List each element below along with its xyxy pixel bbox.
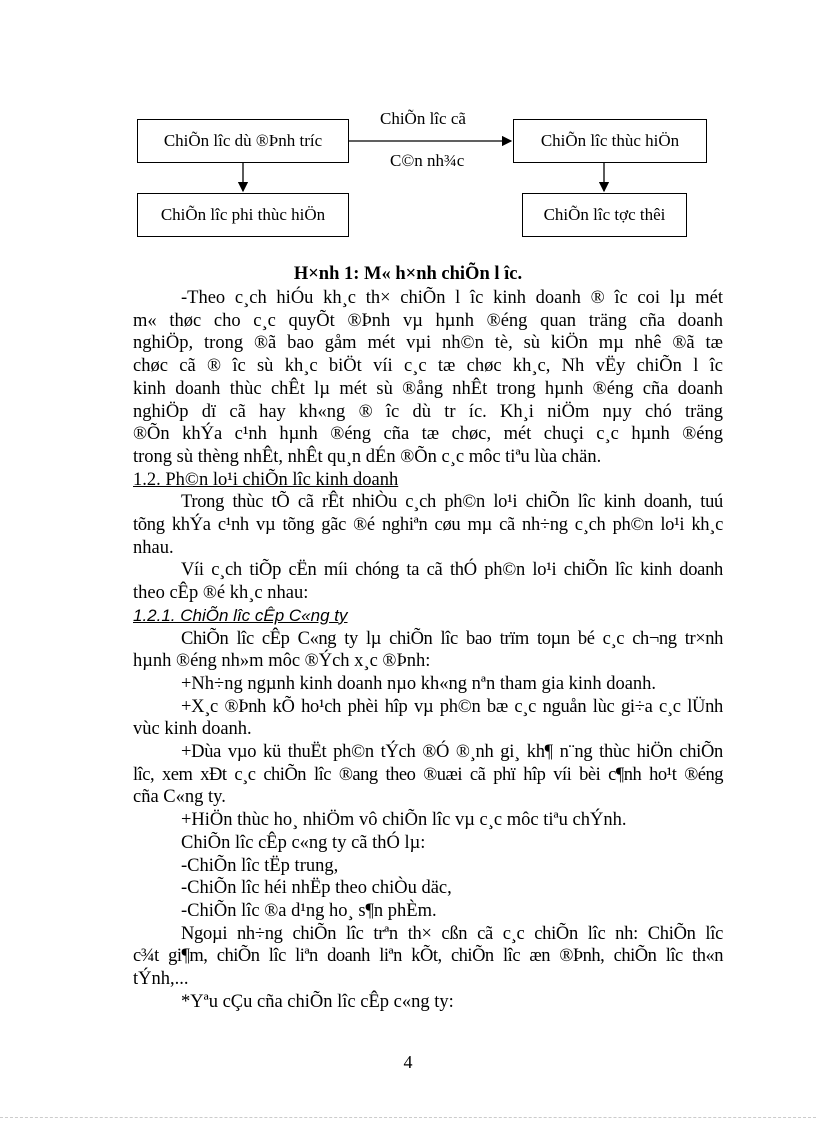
text-line: chøc cã ® îc sù kh¸c biÖt víi c¸c tæ chøc kh¸c, Nh vËy chiÕn l îc: [133, 356, 723, 377]
text-line: -ChiÕn lîc ®a d¹ng ho¸ s¶n phÈm.: [181, 900, 437, 921]
text-line: vùc kinh doanh.: [133, 719, 252, 740]
figure-caption: H×nh 1: M« h×nh chiÕn l îc.: [293, 264, 523, 284]
text-line: tõng khÝa c¹nh vµ tõng gãc ®é nghiªn cøu mµ cã nh÷ng c¸ch ph©n lo¹i kh¸c: [133, 515, 723, 536]
diagram-box-realized-strategy: ChiÕn lîc thùc hiÖn: [513, 119, 707, 163]
diagram-arrow-label-bottom: C©n nh¾c: [390, 151, 465, 170]
text-line: tÝnh,...: [133, 969, 189, 990]
text-line: c¾t gi¶m, chiÕn lîc liªn doanh liªn kÕt, chiÕn lîc æn ®Þnh, chiÕn lîc th«n: [133, 946, 723, 967]
diagram-arrows: [0, 0, 816, 260]
text-line: hµnh ®éng nh»m môc ®Ých x¸c ®Þnh:: [133, 651, 431, 672]
page-bottom-border: [0, 1117, 816, 1118]
text-line: ®Õn khÝa c¹nh hµnh ®éng cña tæ chøc, mét chuçi c¸c hµnh ®éng: [133, 424, 723, 445]
text-line: theo cÊp ®é kh¸c nhau:: [133, 583, 309, 604]
text-line: trong sù thèng nhÊt, nhÊt qu¸n dÉn ®Õn c¸c môc tiªu lùa chän.: [133, 446, 602, 467]
text-line: Ngoµi nh÷ng chiÕn lîc trªn th× cßn cã c¸c chiÕn lîc nh: ChiÕn lîc: [181, 923, 723, 944]
text-line: -Theo c¸ch hiÓu kh¸c th× chiÕn l îc kinh doanh ® îc coi lµ mét: [181, 288, 723, 308]
section-heading-1-2-1: 1.2.1. ChiÕn lîc cÊp C«ng ty: [133, 605, 348, 625]
text-line: ChiÕn lîc cÊp c«ng ty cã thÓ lµ:: [181, 832, 426, 853]
text-line: ChiÕn lîc cÊp C«ng ty lµ chiÕn lîc bao trïm toµn bé c¸c ch¬ng tr×nh: [181, 628, 723, 649]
text-line: +HiÖn thùc ho¸ nhiÖm vô chiÕn lîc vµ c¸c môc tiªu chÝnh.: [181, 810, 627, 831]
text-line: cña C«ng ty.: [133, 787, 226, 808]
diagram-box-unrealized-strategy: ChiÕn lîc phi thùc hiÖn: [137, 193, 349, 237]
diagram-box-intended-strategy: ChiÕn lîc dù ®Þnh tríc: [137, 119, 349, 163]
text-line: m« thøc cho c¸c quyÕt ®Þnh vµ hµnh ®éng quan träng cña doanh: [133, 310, 723, 331]
text-line: Trong thùc tÕ cã rÊt nhiÒu c¸ch ph©n lo¹i chiÕn lîc kinh doanh, tuú: [181, 492, 723, 513]
text-line: kinh doanh thùc chÊt lµ mét sù ®ång nhÊt trong hµnh ®éng cña doanh: [133, 378, 723, 399]
text-line: Víi c¸ch tiÕp cËn míi chóng ta cã thÓ ph©n lo¹i chiÕn lîc kinh doanh: [181, 560, 723, 581]
text-line: lîc, xem xÐt c¸c chiÕn lîc ®ang theo ®uæi cã phï hîp víi bèi c¶nh ho¹t ®éng: [133, 764, 723, 785]
text-line: +Nh÷ng ngµnh kinh doanh nµo kh«ng nªn tham gia kinh doanh.: [181, 673, 657, 694]
body-text: [133, 287, 723, 1014]
text-line: +X¸c ®Þnh kÕ ho¹ch phèi hîp vµ ph©n bæ c¸c nguån lùc gi÷a c¸c lÜnh: [181, 696, 723, 717]
page-number: 4: [403, 1052, 413, 1072]
text-line: nghiÖp, trong ®ã bao gåm mét vµi nh©n tè, sù kiÖn mµ nhê ®ã tæ: [133, 333, 723, 354]
diagram-arrow-label-top: ChiÕn lîc cã: [380, 109, 466, 128]
text-line: -ChiÕn lîc héi nhËp theo chiÒu däc,: [181, 878, 452, 899]
text-line: -ChiÕn lîc tËp trung,: [181, 855, 339, 876]
text-line: nhau.: [133, 537, 174, 558]
diagram-box-emergent-strategy: ChiÕn lîc tợc thêi: [522, 193, 687, 237]
section-heading-1-2: 1.2. Ph©n lo¹i chiÕn lîc kinh doanh: [133, 469, 399, 490]
text-line: *Yªu cÇu cña chiÕn lîc cÊp c«ng ty:: [181, 991, 454, 1012]
text-line: +Dùa vµo kü thuËt ph©n tÝch ®Ó ®¸nh gi¸ kh¶ n¨ng thùc hiÖn chiÕn: [181, 742, 723, 763]
text-line: nghiÖp dï cã hay kh«ng ® îc dù tr íc. Kh¸i niÖm nµy chó träng: [133, 401, 723, 422]
